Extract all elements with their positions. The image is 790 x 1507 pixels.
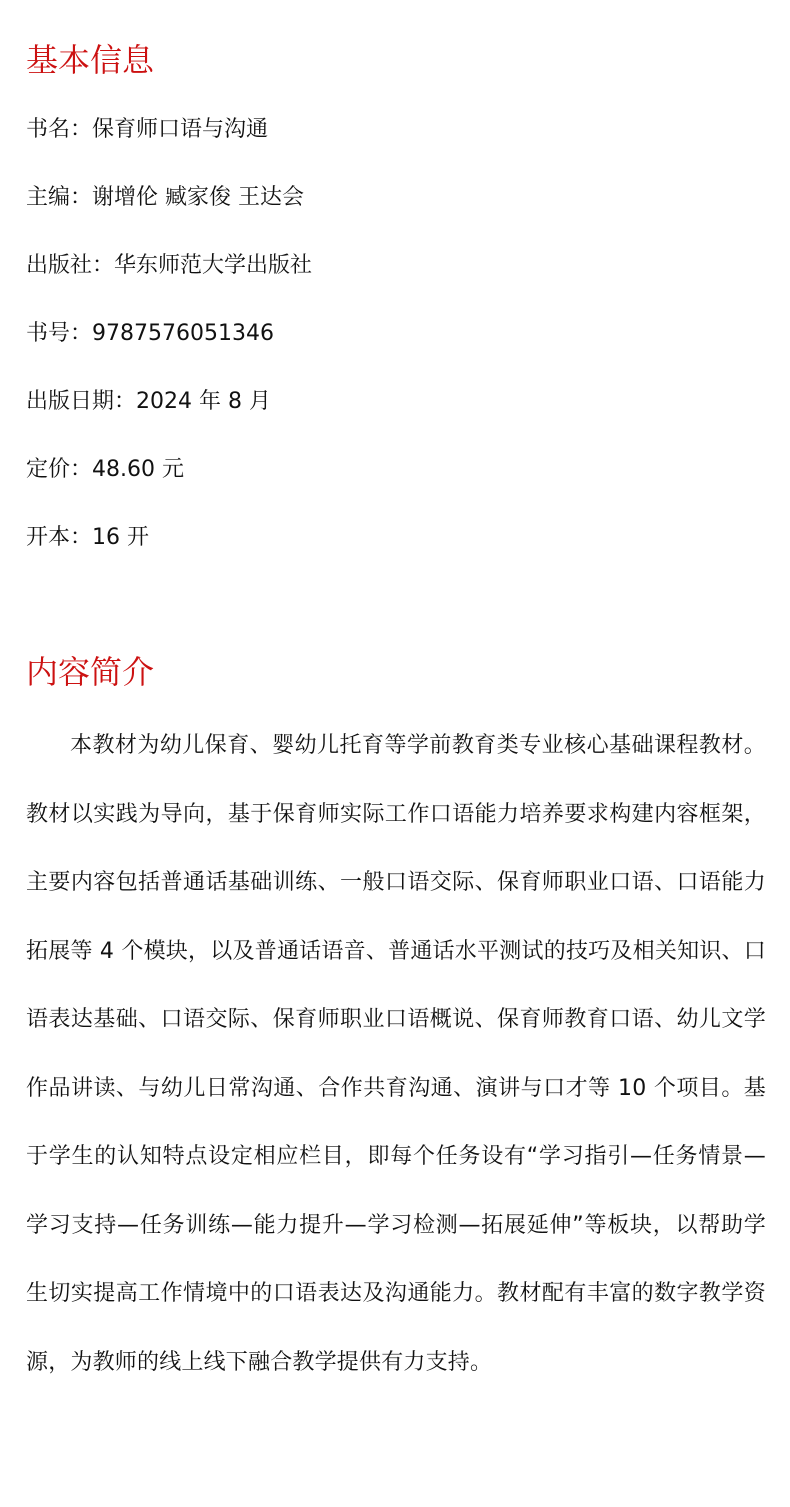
basic-info-heading: 基本信息 — [26, 41, 155, 79]
info-row-isbn: 书号：9787576051346 — [26, 321, 274, 346]
info-row-format: 开本：16 开 — [26, 525, 149, 550]
basic-info-list — [26, 110, 312, 586]
info-row-title: 书名：保育师口语与沟通 — [26, 117, 269, 142]
info-row-publisher: 出版社：华东师范大学出版社 — [26, 253, 313, 278]
summary-paragraph: 本教材为幼儿保育、婴幼儿托育等学前教育类专业核心基础课程教材。教材以实践为导向，基于保育师实际工作口语能力培养要求构建内容框架，主要内容包括普通话基础训练、一般口语交际、保育师职业口语、口语能力拓展等 4 个模块，以及普通话语音、普通话水平测试的技巧及相关知识、口语表达基础、口语交际、保育师职业口语概说、保育师教育口语、幼儿文学作品讲读、与幼儿日常沟通、合作共育沟通、演讲与口才等 10 个项目。基于学生的认知特点设定相应栏目，即每个任务设有“学习指引—任务情景—学习支持—任务训练—能力提升—学习检测—拓展延伸”等板块，以帮助学生切实提高工作情境中的口语表达及沟通能力。教材配有丰富的数字教学资源，为教师的线上线下融合教学提供有力支持。 — [26, 733, 766, 1375]
info-row-editors: 主编：谢增伦 臧家俊 王达会 — [26, 185, 304, 210]
info-row-publish-date: 出版日期：2024 年 8 月 — [26, 389, 271, 414]
summary-heading: 内容简介 — [26, 653, 155, 691]
info-row-price: 定价：48.60 元 — [26, 457, 184, 482]
